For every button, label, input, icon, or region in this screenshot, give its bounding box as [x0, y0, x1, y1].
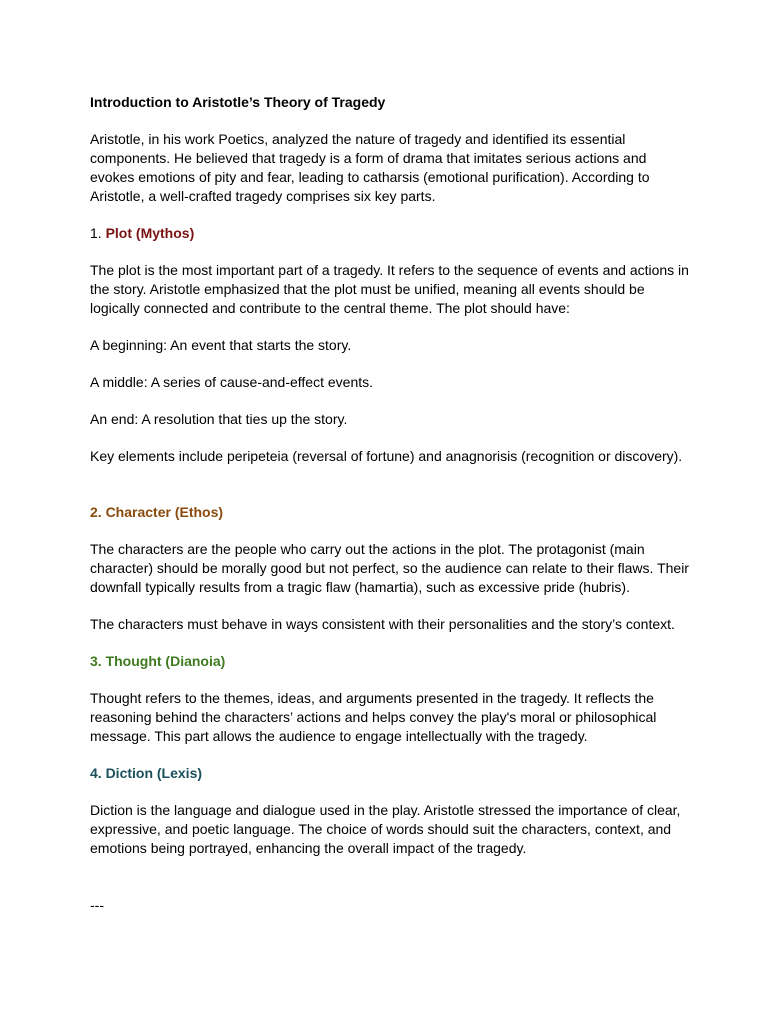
plot-item-middle: A middle: A series of cause-and-effect events.: [90, 374, 374, 390]
section-heading-plot-label: Plot (Mythos): [105, 225, 195, 241]
plot-item-beginning: A beginning: An event that starts the story.: [90, 337, 352, 353]
character-paragraph: The characters are the people who carry out the actions in the plot. The protagonist (main character) should be morally good but not perfect, so the audience can relate to their flaws. Their downfall typically results from a tragic flaw (hamartia), such as excessive pride (hubris).: [90, 541, 689, 595]
plot-paragraph: The plot is the most important part of a tragedy. It refers to the sequence of events and actions in the story. Aristotle emphasized that the plot must be unified, meaning all events should be logically connected and contribute to the central theme. The plot should have:: [90, 262, 689, 316]
section-heading-diction: 4. Diction (Lexis): [90, 765, 203, 781]
section-heading-thought: 3. Thought (Dianoia): [90, 653, 226, 669]
diction-paragraph: Diction is the language and dialogue used in the play. Aristotle stressed the importance of clear, expressive, and poetic language. The choice of words should suit the characters, context, and emotions being portrayed, enhancing the overall impact of the tragedy.: [90, 802, 681, 856]
plot-key-elements: Key elements include peripeteia (reversal of fortune) and anagnorisis (recognition or discovery).: [90, 448, 683, 464]
section-number-plot: 1.: [90, 225, 106, 241]
intro-paragraph: Aristotle, in his work Poetics, analyzed the nature of tragedy and identified its essential components. He believed that tragedy is a form of drama that imitates serious actions and evokes emotions of pity and fear, leading to catharsis (emotional purification). According to Aristotle, a well-crafted tragedy comprises six key parts.: [90, 131, 650, 204]
separator-text: ---: [90, 897, 104, 913]
plot-item-end: An end: A resolution that ties up the story.: [90, 411, 348, 427]
thought-paragraph: Thought refers to the themes, ideas, and arguments presented in the tragedy. It reflects the reasoning behind the characters’ actions and helps convey the play's moral or philosophical message. This part allows the audience to engage intellectually with the tragedy.: [90, 690, 657, 744]
section-heading-character: 2. Character (Ethos): [90, 504, 224, 520]
document-page: [90, 93, 690, 915]
character-paragraph-2: The characters must behave in ways consistent with their personalities and the story’s context.: [90, 616, 675, 632]
section-heading-plot: [90, 224, 690, 243]
document-title: Introduction to Aristotle’s Theory of Tragedy: [90, 94, 386, 110]
